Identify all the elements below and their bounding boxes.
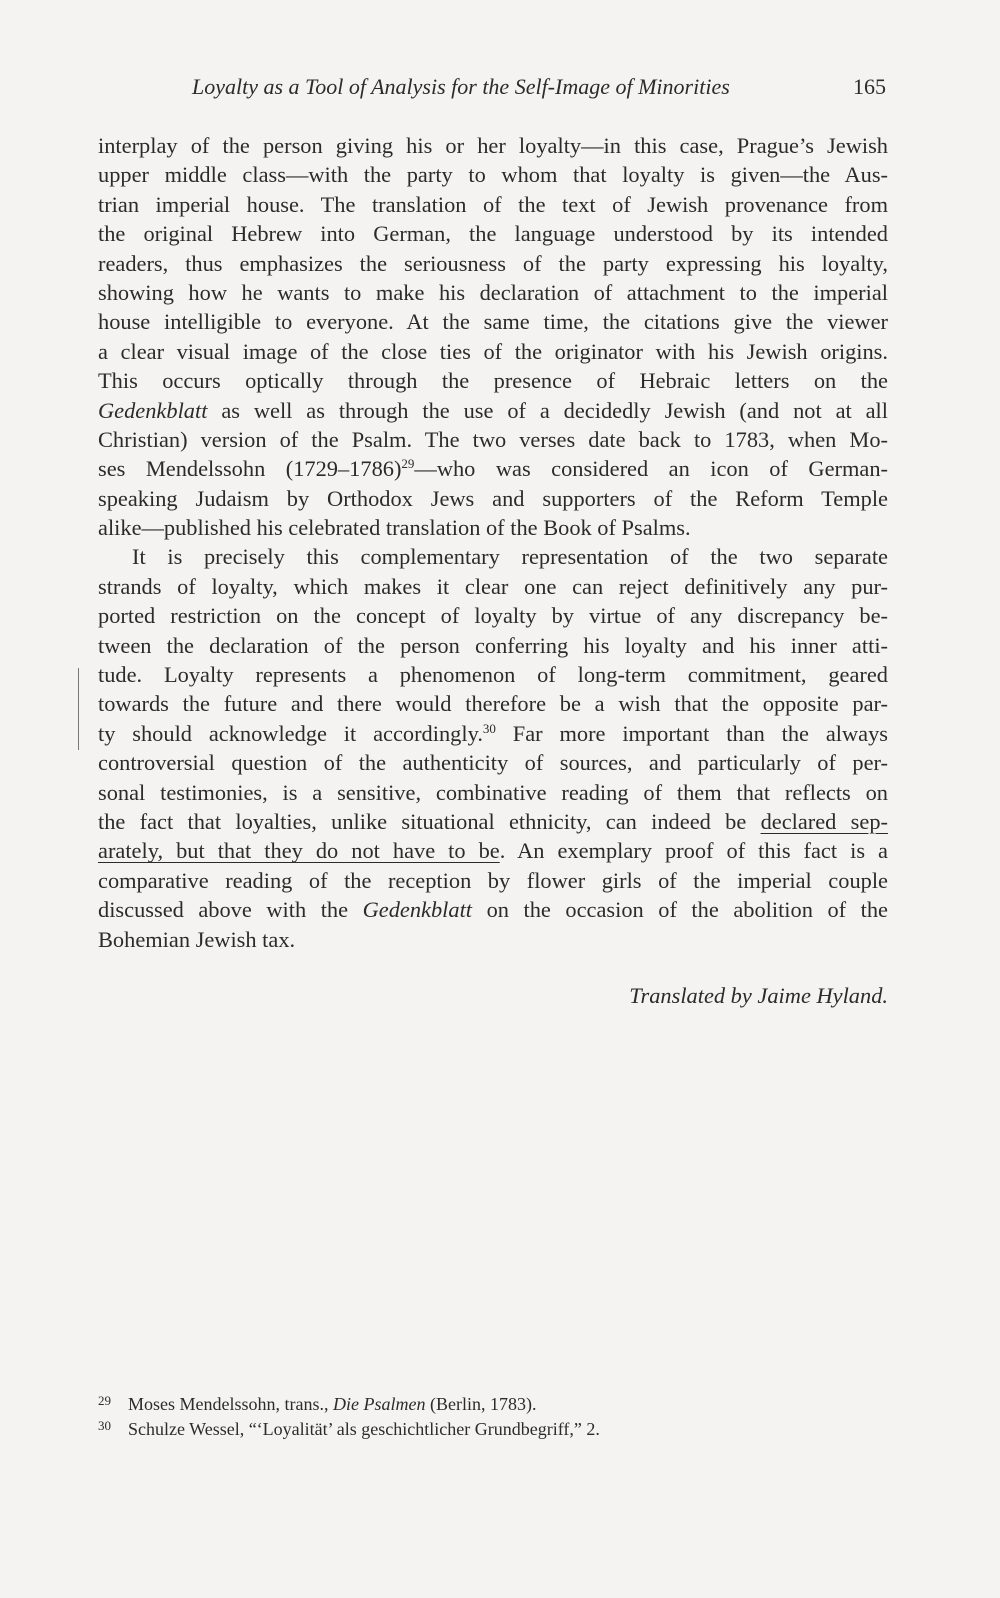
footnote-ref-30[interactable]: 30 — [482, 720, 496, 736]
text-line: interplay of the person giving his or her loyalty—in this case, Prague’s Jewish — [98, 133, 888, 158]
text-segment: discussed above with the — [98, 897, 363, 923]
footnote-ref-29[interactable]: 29 — [401, 456, 415, 472]
text-line: a clear visual image of the close ties of the originator with his Jewish origins. — [98, 338, 888, 364]
text-segment: Far more important than the always — [495, 720, 888, 746]
footnote-30 — [98, 1413, 888, 1438]
text-line: tude. Loyalty represents a phenomenon of long-term commitment, geared — [98, 662, 888, 688]
text-line: comparative reading of the reception by flower girls of the imperial couple — [98, 867, 888, 893]
running-title: Loyalty as a Tool of Analysis for the Self-Image of Minorities — [192, 74, 730, 99]
text-line: It is precisely this complementary representation of the two separate — [132, 544, 888, 570]
text-line: This occurs optically through the presence of Hebraic letters on the — [98, 368, 888, 394]
italic-title: Gedenkblatt — [362, 897, 473, 923]
text-line: showing how he wants to make his declaration of attachment to the imperial — [98, 279, 888, 305]
text-line: towards the future and there would therefore be a wish that the opposite par- — [98, 691, 888, 717]
text-line — [98, 454, 888, 483]
footnote-29 — [98, 1388, 888, 1413]
text-line: alike—published his celebrated translation of the Book of Psalms. — [98, 515, 691, 541]
text-line: strands of loyalty, which makes it clear one can reject definitively any pur- — [98, 573, 888, 599]
text-line — [98, 807, 888, 836]
text-segment: on the occasion of the abolition of the — [472, 897, 888, 923]
footnote-text: Schulze Wessel, “‘Loyalität’ als geschichtlicher Grundbegriff,” 2. — [128, 1419, 600, 1439]
text-line: upper middle class—with the party to whom that loyalty is given—the Aus- — [98, 162, 888, 188]
footnote-number: 30 — [98, 1418, 111, 1433]
underlined-text: arately, but that they do not have to be — [98, 838, 500, 864]
text-line — [98, 719, 888, 748]
footnote-text: Moses Mendelssohn, trans., — [128, 1394, 333, 1414]
text-line: tween the declaration of the person conferring his loyalty and his inner atti- — [98, 632, 888, 658]
text-line: speaking Judaism by Orthodox Jews and supporters of the Reform Temple — [98, 485, 888, 511]
italic-title: Die Psalmen — [333, 1394, 426, 1414]
text-line: the original Hebrew into German, the language understood by its intended — [98, 221, 888, 247]
text-line — [98, 396, 888, 425]
text-line: Bohemian Jewish tax. — [98, 926, 296, 952]
text-line — [98, 895, 888, 924]
text-line: readers, thus emphasizes the seriousness of the party expressing his loyalty, — [98, 250, 888, 276]
text-segment: —who was considered an icon of German- — [414, 456, 889, 482]
text-segment: ses Mendelssohn (1729–1786) — [98, 456, 402, 482]
footnote-text: (Berlin, 1783). — [425, 1394, 537, 1414]
text-line: Christian) version of the Psalm. The two verses date back to 1783, when Mo- — [98, 426, 888, 452]
underlined-text: declared sep- — [760, 808, 888, 834]
page-number: 165 — [853, 74, 886, 99]
text-line: ported restriction on the concept of loyalty by virtue of any discrepancy be- — [98, 603, 888, 629]
text-line: trian imperial house. The translation of the text of Jewish provenance from — [98, 191, 888, 217]
translator-credit: Translated by Jaime Hyland. — [629, 983, 888, 1008]
text-line — [98, 836, 888, 865]
text-segment: . An exemplary proof of this fact is a — [499, 838, 888, 864]
text-segment: the fact that loyalties, unlike situational ethnicity, can indeed be — [98, 808, 761, 834]
text-line: sonal testimonies, is a sensitive, combinative reading of them that reflects on — [98, 779, 888, 805]
footnotes — [98, 1388, 888, 1438]
running-head — [98, 74, 888, 106]
body-text — [98, 131, 888, 954]
margin-pencil-mark — [78, 668, 79, 750]
text-segment: ty should acknowledge it accordingly. — [98, 720, 483, 746]
text-line: controversial question of the authenticity of sources, and particularly of per- — [98, 750, 888, 776]
text-line: house intelligible to everyone. At the same time, the citations give the viewer — [98, 309, 888, 335]
footnote-number: 29 — [98, 1393, 111, 1408]
text-segment: as well as through the use of a decidedly Jewish (and not at all — [207, 397, 888, 423]
italic-title: Gedenkblatt — [98, 397, 208, 423]
